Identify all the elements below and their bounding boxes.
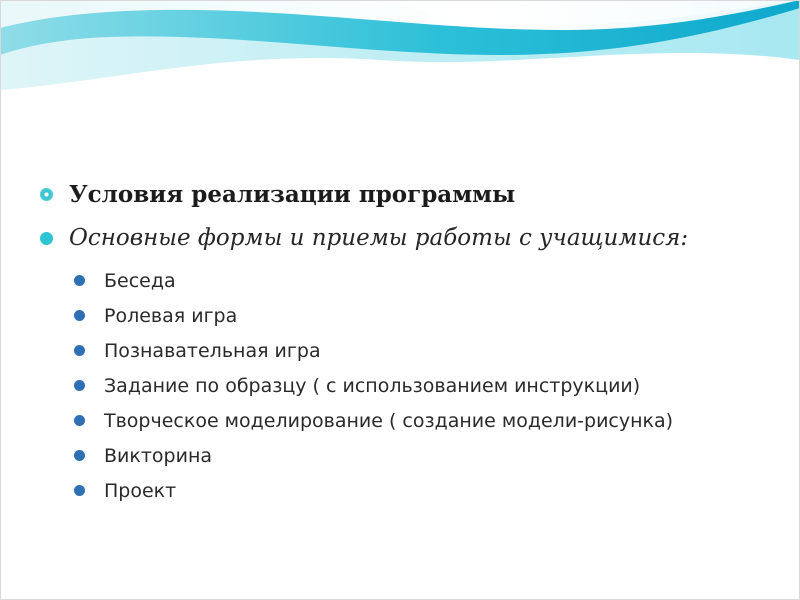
forms-list [74, 263, 780, 508]
list-item-label: Проект [104, 479, 177, 502]
list-item-label: Викторина [104, 444, 213, 467]
list-item [74, 403, 780, 438]
slide-subheading: Основные формы и приемы работы с учащимися: [69, 225, 689, 251]
list-item-label: Беседа [104, 269, 176, 292]
bullet-dot-icon [74, 310, 85, 321]
list-item [74, 263, 780, 298]
list-item-label: Познавательная игра [104, 339, 321, 362]
header-wave-decoration [0, 0, 800, 95]
slide-heading: Условия реализации программы [69, 180, 516, 208]
list-item [74, 333, 780, 368]
list-item-label: Ролевая игра [104, 304, 238, 327]
list-item-label: Задание по образцу ( с использованием инструкции) [104, 374, 641, 397]
list-item [74, 368, 780, 403]
bullet-dot-icon [74, 345, 85, 356]
heading-bullet-icon [40, 188, 53, 201]
subheading-bullet-icon [40, 232, 53, 245]
bullet-dot-icon [74, 450, 85, 461]
bullet-dot-icon [74, 485, 85, 496]
list-item-label: Творческое моделирование ( создание модели-рисунка) [104, 409, 674, 432]
bullet-dot-icon [74, 275, 85, 286]
bullet-dot-icon [74, 415, 85, 426]
heading-row [40, 172, 780, 216]
list-item [74, 473, 780, 508]
list-item [74, 298, 780, 333]
subheading-row [40, 216, 780, 260]
content-area [40, 172, 780, 508]
list-item [74, 438, 780, 473]
bullet-dot-icon [74, 380, 85, 391]
